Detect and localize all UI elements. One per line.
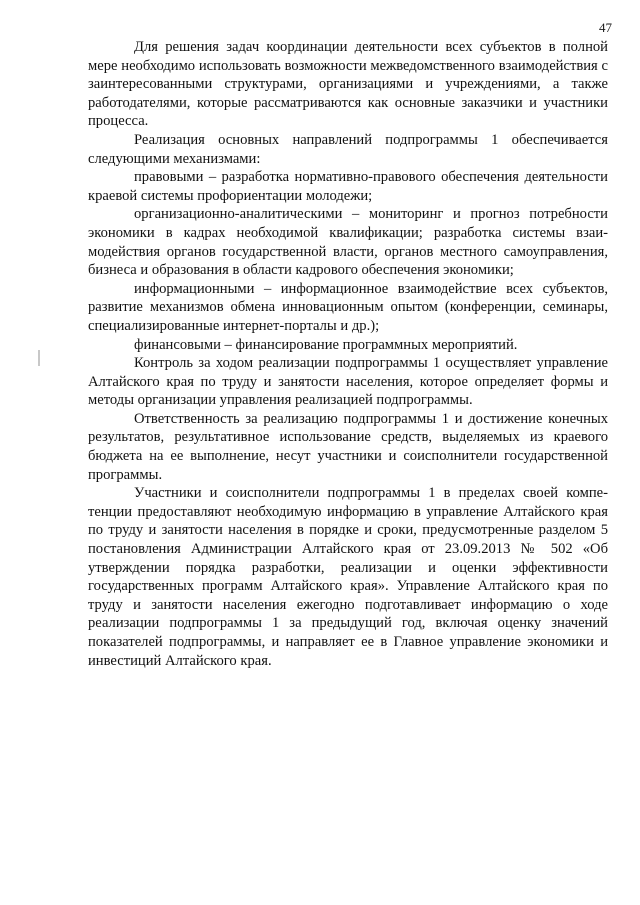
paragraph-organizational-mechanisms: организационно-аналитическими – мониторинг и прогноз потребности экономики в кадрах необходимой квалификации; разработка системы взаимодействия органов государственной власти, органов местного самоуправления, бизнеса и образования в области кадрового обеспечения экономики; (88, 206, 608, 279)
paragraph-participants: Участники и соисполнители подпрограммы 1 в пределах своей компетенции предоставляют необходимую информацию в управление Алтайского края по труду и занятости населения в порядке и сроки, предусмотренные разделом 5 постановления Администрации Алтайского края от 23.09.2013 № 502 «Об утверждении порядка разработки, реализации и оценки эффективности государственных программ Алтайского края». Управление Алтайского края по труду и занятости населения ежегодно подготавливает информацию о ходе реализации подпрограммы 1 за предыдущий год, включая оценку значений показателей подпрограммы, и направляет ее в Главное управление экономики и инвестиций Алтайского края. (88, 485, 608, 669)
document-body (88, 38, 608, 670)
paragraph-informational-mechanisms: информационными – информационное взаимодействие всех субъектов, развитие механизмов обмена инновационным опытом (конференции, семинары, специализированные интернет-порталы и др.); (88, 280, 608, 334)
paragraph-control: Контроль за ходом реализации подпрограммы 1 осуществляет управление Алтайского края по труду и занятости населения, которое определяет формы и методы организации управления реализацией подпрограммы. (88, 355, 608, 409)
paragraph-financial-mechanisms: финансовыми – финансирование программных мероприятий. (134, 336, 518, 353)
page-number: 47 (599, 20, 612, 35)
paragraph-coordination: Для решения задач координации деятельности всех субъектов в полной мере необходимо использовать возможности межведомственного взаимодействия с заинтересованными структурами, организациями и учреждениями, а также работодателями, которые рассматриваются как основные заказчики и участники процесса. (88, 39, 608, 130)
paragraph-legal-mechanisms: правовыми – разработка нормативно-правового обеспечения деятельности краевой системы профориентации молодежи; (88, 169, 608, 204)
scan-artifact (38, 350, 40, 366)
paragraph-mechanisms-intro: Реализация основных направлений подпрограммы 1 обеспечивается следующими механизмами: (88, 131, 608, 167)
paragraph-responsibility: Ответственность за реализацию подпрограммы 1 и достижение конечных результатов, результативное использование средств, выделяемых из краевого бюджета на ее выполнение, несут участники и соисполнители государственной программы. (88, 410, 608, 483)
